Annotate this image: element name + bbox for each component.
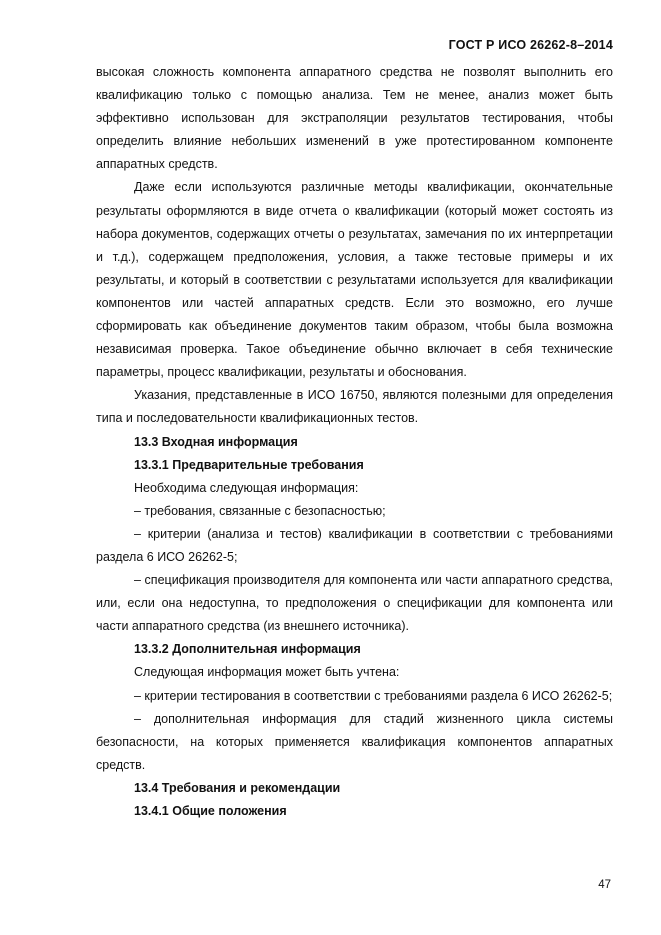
page-content [96, 61, 613, 823]
paragraph-2: Даже если используются различные методы квалификации, окончательные результаты оформляются в виде отчета о квалификации (который может состоять из набора документов, содержащих отчеты о результатах, замечания по их интерпретации и т.д.), содержащем предположения, условия, а также тестовые примеры и их результаты, и который в соответствии с результатами используется для квалификации компонентов или частей аппаратных средств. Если это возможно, его лучше сформировать как объединение документов таким образом, чтобы была возможна независимая проверка. Такое объединение обычно включает в себя технические параметры, процесс квалификации, результаты и обоснования. [96, 180, 613, 380]
list-item-5: – дополнительная информация для стадий жизненного цикла системы безопасности, на которых применяется квалификация компонентов аппаратных средств. [96, 711, 613, 772]
page-number: 47 [598, 879, 611, 891]
document-header-code: ГОСТ Р ИСО 26262-8–2014 [448, 38, 613, 52]
list-item-3: – спецификация производителя для компонента или части аппаратного средства, или, если она недоступна, то предположения о спецификации для компонента или части аппаратного средства (из внешнего источника). [96, 573, 613, 634]
paragraph-4: Необходима следующая информация: [134, 480, 359, 495]
section-heading-13-3-2: 13.3.2 Дополнительная информация [134, 642, 361, 657]
paragraph-3: Указания, представленные в ИСО 16750, являются полезными для определения типа и последовательности квалификационных тестов. [96, 388, 613, 426]
list-item-4: – критерии тестирования в соответствии с требованиями раздела 6 ИСО 26262-5; [134, 688, 613, 703]
section-heading-13-3-1: 13.3.1 Предварительные требования [134, 457, 364, 472]
paragraph-1: высокая сложность компонента аппаратного средства не позволят выполнить его квалификацию только с помощью анализа. Тем не менее, анализ может быть эффективно использован для экстраполяции результатов тестирования, чтобы определить влияние небольших изменений в уже протестированном компоненте аппаратных средств. [96, 65, 613, 172]
paragraph-5: Следующая информация может быть учтена: [134, 665, 400, 680]
section-heading-13-4-1: 13.4.1 Общие положения [134, 804, 287, 818]
section-heading-13-3: 13.3 Входная информация [134, 434, 298, 449]
list-item-1: – требования, связанные с безопасностью; [134, 503, 386, 518]
section-heading-13-4: 13.4 Требования и рекомендации [134, 780, 341, 795]
list-item-2: – критерии (анализа и тестов) квалификации в соответствии с требованиями раздела 6 ИСО 26262-5; [96, 526, 613, 564]
